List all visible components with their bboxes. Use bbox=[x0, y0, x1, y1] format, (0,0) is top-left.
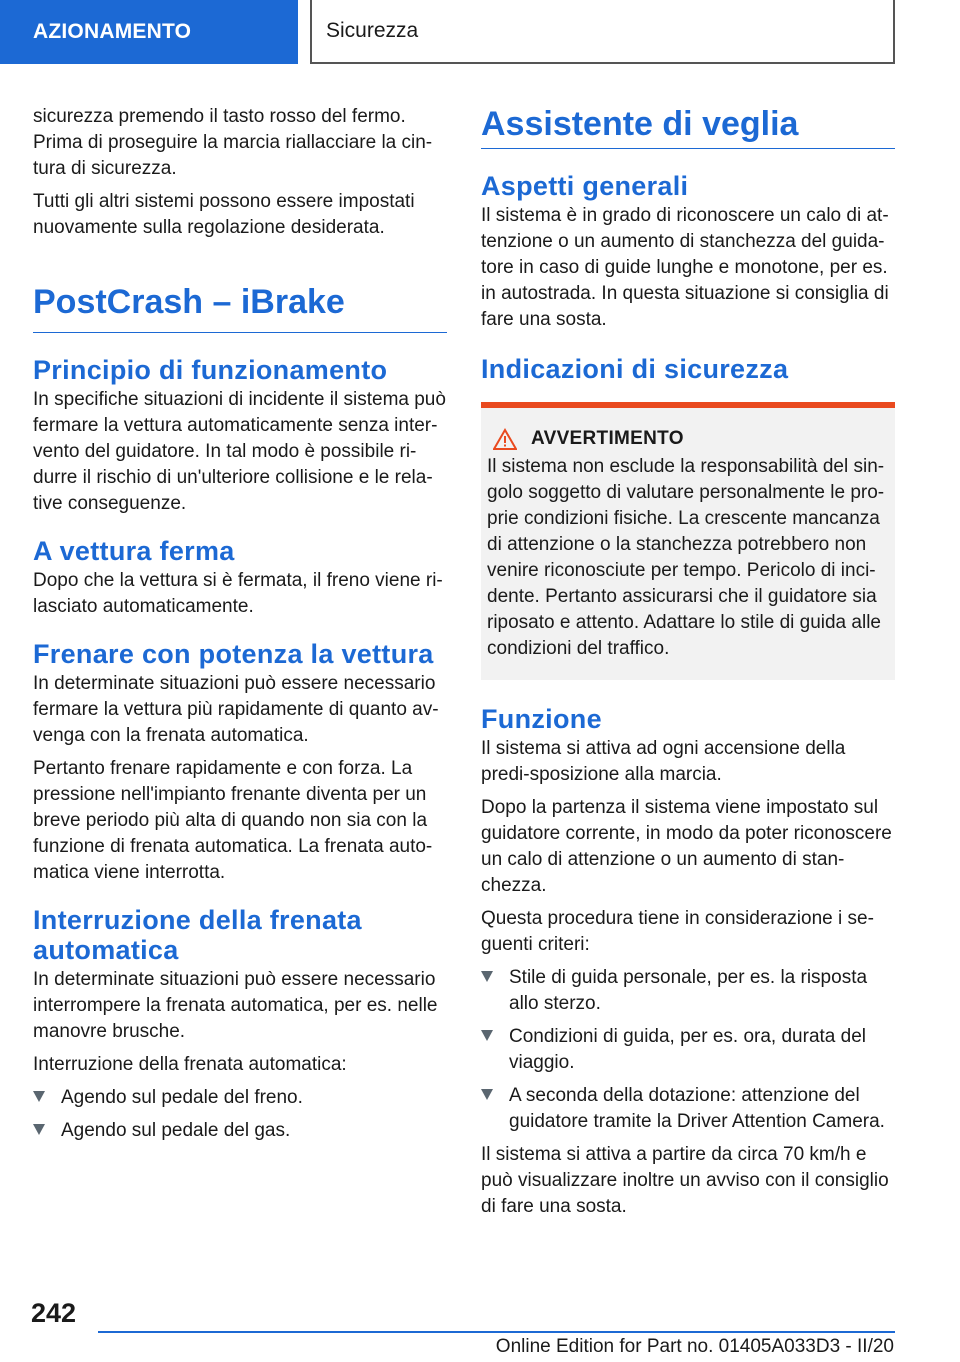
section-tab[interactable]: Sicurezza bbox=[310, 0, 895, 64]
warning-label: AVVERTIMENTO bbox=[531, 428, 684, 449]
indicazioni-heading: Indicazioni di sicurezza bbox=[481, 354, 789, 384]
list-item: Stile di guida personale, per es. la risposta allo sterzo. bbox=[481, 965, 895, 1017]
ferma-text: Dopo che la vettura si è fermata, il freno viene ri-lasciato automaticamente. bbox=[33, 570, 443, 617]
funzione-paragraph-2: Dopo la partenza il sistema viene impostato sul guidatore corrente, in modo da poter riconoscere un calo di attenzione o un aumento di stan-chezza. bbox=[481, 797, 892, 896]
warning-text: Il sistema non esclude la responsabilità del sin-golo soggetto di valutare personalmente le pro-prie condizioni fisiche. La crescente mancanza di attenzione o la stanchezza potrebbero non venire riconosciute per tempo. Pericolo di inci-dente. Pertanto assicurarsi che il guidatore sia riposato e attento. Adattare lo stile di guida alle condizioni del traffico. bbox=[487, 456, 885, 659]
postcrash-title: PostCrash – iBrake bbox=[33, 282, 447, 333]
left-column bbox=[33, 104, 447, 1151]
funzione-heading: Funzione bbox=[481, 704, 602, 734]
intro-paragraph-1: sicurezza premendo il tasto rosso del fermo. Prima di proseguire la marcia riallacciare la cin-tura di sicurezza. bbox=[33, 106, 433, 179]
warning-box bbox=[481, 402, 895, 680]
interruzione-paragraph-1: In determinate situazioni può essere necessario interrompere la frenata automatica, per es. nelle manovre brusche. bbox=[33, 969, 438, 1042]
triangle-bullet-icon bbox=[33, 1124, 45, 1135]
funzione-paragraph-3: Questa procedura tiene in considerazione i se-guenti criteri: bbox=[481, 908, 874, 955]
principio-text: In specifiche situazioni di incidente il sistema può fermare la vettura automaticamente senza inter-vento del guidatore. In tal modo è possibile ri-durre il rischio di un'ulteriore collisione e le rela-tive conseguenze. bbox=[33, 389, 446, 514]
interruzione-paragraph-2: Interruzione della frenata automatica: bbox=[33, 1054, 347, 1075]
triangle-bullet-icon bbox=[481, 1089, 493, 1100]
warning-triangle-icon bbox=[493, 428, 517, 450]
interruzione-heading: Interruzione della frenata automatica bbox=[33, 905, 362, 965]
page-number: 242 bbox=[31, 1298, 77, 1328]
triangle-bullet-icon bbox=[481, 1030, 493, 1041]
chapter-tab[interactable]: AZIONAMENTO bbox=[0, 0, 298, 64]
aspetti-heading: Aspetti generali bbox=[481, 171, 689, 201]
funzione-paragraph-1: Il sistema si attiva ad ogni accensione della predi-sposizione alla marcia. bbox=[481, 738, 846, 785]
aspetti-text: Il sistema è in grado di riconoscere un calo di at-tenzione o un aumento di stanchezza del guida-tore in caso di guide lunghe e monotone, per es. in autostrada. In questa situazione si consiglia di fare una sosta. bbox=[481, 205, 889, 330]
intro-paragraph-2: Tutti gli altri sistemi possono essere impostati nuovamente sulla regolazione desiderata. bbox=[33, 191, 415, 238]
triangle-bullet-icon bbox=[33, 1091, 45, 1102]
criteri-list bbox=[481, 965, 895, 1135]
list-item: Agendo sul pedale del freno. bbox=[33, 1085, 447, 1111]
footer-edition: Online Edition for Part no. 01405A033D3 - II/20 bbox=[495, 1336, 894, 1357]
list-item: Condizioni di guida, per es. ora, durata del viaggio. bbox=[481, 1024, 895, 1076]
principio-heading: Principio di funzionamento bbox=[33, 355, 388, 385]
assistente-title: Assistente di veglia bbox=[481, 104, 895, 149]
funzione-paragraph-4: Il sistema si attiva a partire da circa 70 km/h e può visualizzare inoltre un avviso con il consiglio di fare una sosta. bbox=[481, 1144, 889, 1217]
interruzione-list bbox=[33, 1085, 447, 1144]
frenare-paragraph-1: In determinate situazioni può essere necessario fermare la vettura più rapidamente di quanto av-venga con la frenata automatica. bbox=[33, 673, 439, 746]
footer-divider bbox=[98, 1331, 895, 1333]
ferma-heading: A vettura ferma bbox=[33, 536, 235, 566]
triangle-bullet-icon bbox=[481, 971, 493, 982]
warning-header bbox=[487, 428, 889, 450]
list-item: Agendo sul pedale del gas. bbox=[33, 1118, 447, 1144]
frenare-paragraph-2: Pertanto frenare rapidamente e con forza. La pressione nell'impianto frenante diventa per un breve periodo più alta di quando non sia con la funzione di frenata automatica. La frenata auto-matica viene interrotta. bbox=[33, 758, 433, 883]
frenare-heading: Frenare con potenza la vettura bbox=[33, 639, 434, 669]
list-item: A seconda della dotazione: attenzione del guidatore tramite la Driver Attention Camera. bbox=[481, 1083, 895, 1135]
right-column bbox=[481, 104, 895, 1227]
